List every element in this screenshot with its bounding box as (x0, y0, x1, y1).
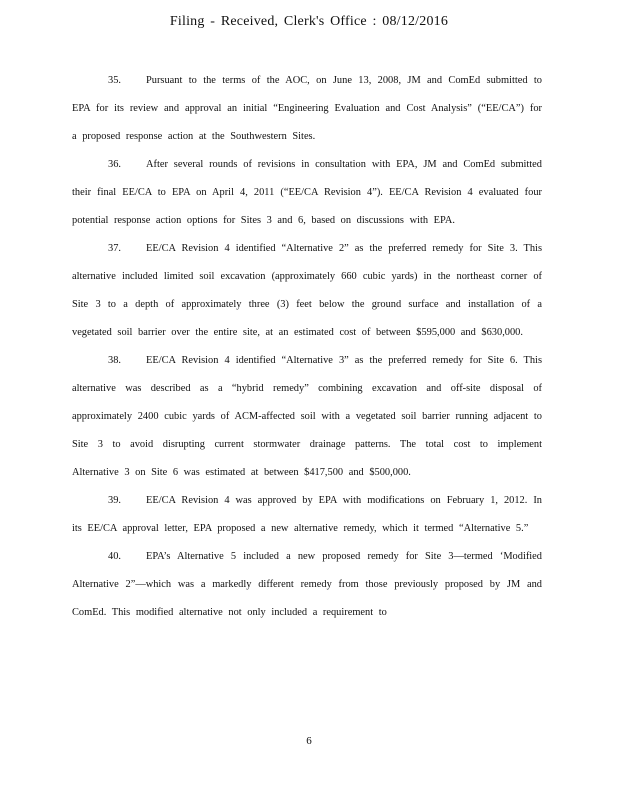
paragraph-number: 38. (108, 355, 121, 366)
paragraph-number: 36. (108, 159, 121, 170)
paragraph-text: EE/CA Revision 4 identified “Alternative 2” as the preferred remedy for Site 3. This alternative included limited soil excavation (approximately 660 cubic yards) in the northeast corner of Site 3 to a depth of approximately three (3) feet below the ground surface and installation of a vegetated soil barrier over the entire site, at an estimated cost of between $595,000 and $630,000. (72, 243, 542, 338)
paragraph-number: 37. (108, 243, 121, 254)
paragraph-38 (72, 347, 542, 487)
paragraph-text: EE/CA Revision 4 was approved by EPA with modifications on February 1, 2012. In its EE/CA approval letter, EPA proposed a new alternative remedy, which it termed “Alternative 5.” (72, 495, 542, 534)
paragraph-35 (72, 67, 542, 151)
document-body (72, 67, 542, 627)
page-number: 6 (306, 735, 312, 747)
paragraph-37 (72, 235, 542, 347)
paragraph-36 (72, 151, 542, 235)
filing-header: Filing - Received, Clerk's Office : 08/12/2016 (169, 14, 449, 29)
paragraph-number: 40. (108, 551, 121, 562)
paragraph-number: 35. (108, 75, 121, 86)
paragraph-text: EE/CA Revision 4 identified “Alternative 3” as the preferred remedy for Site 6. This alternative was described as a “hybrid remedy” combining excavation and off-site disposal of approximately 2400 cubic yards of ACM-affected soil with a vegetated soil barrier running adjacent to Site 3 to avoid disrupting current stormwater drainage patterns. The total cost to implement Alternative 3 on Site 6 was estimated at between $417,500 and $500,000. (72, 355, 542, 478)
paragraph-text: EPA’s Alternative 5 included a new proposed remedy for Site 3—termed ‘Modified Alternative 2”—which was a markedly different remedy from those previously proposed by JM and ComEd. This modified alternative not only included a requirement to (72, 551, 542, 618)
paragraph-text: After several rounds of revisions in consultation with EPA, JM and ComEd submitted their final EE/CA to EPA on April 4, 2011 (“EE/CA Revision 4”). EE/CA Revision 4 evaluated four potential response action options for Sites 3 and 6, based on discussions with EPA. (72, 159, 542, 226)
paragraph-40 (72, 543, 542, 627)
paragraph-number: 39. (108, 495, 121, 506)
paragraph-39 (72, 487, 542, 543)
paragraph-text: Pursuant to the terms of the AOC, on June 13, 2008, JM and ComEd submitted to EPA for its review and approval an initial “Engineering Evaluation and Cost Analysis” (“EE/CA”) for a proposed response action at the Southwestern Sites. (72, 75, 542, 142)
